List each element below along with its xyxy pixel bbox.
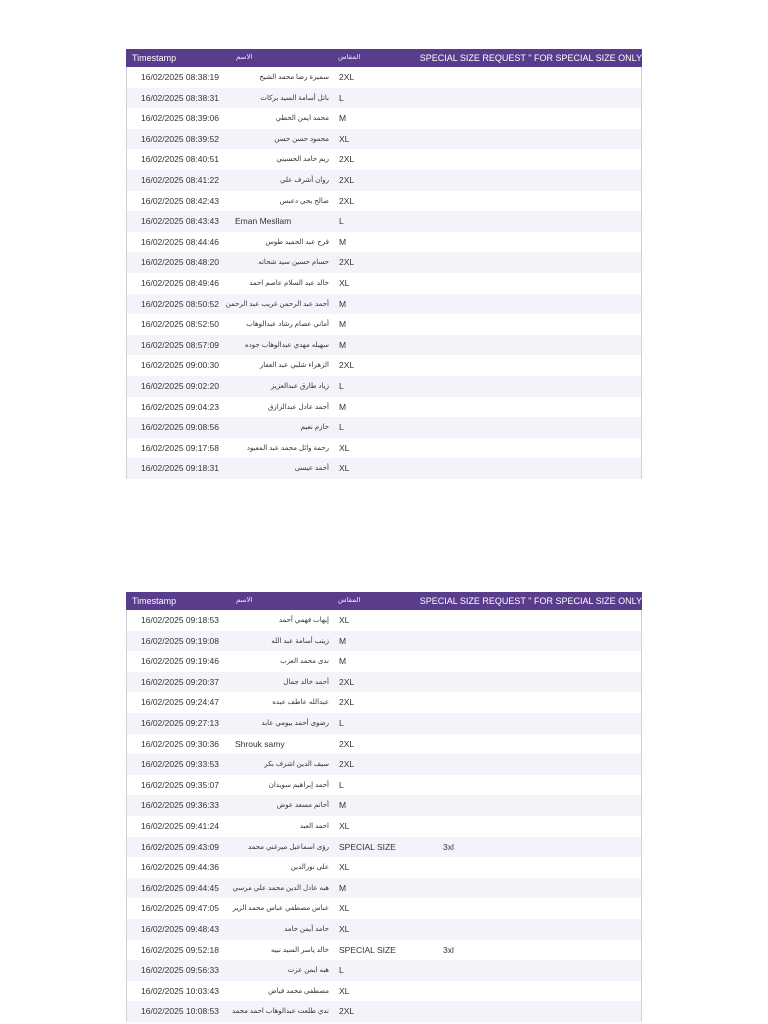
cell-timestamp: 16/02/2025 09:48:43 [141, 923, 219, 934]
cell-name: زينب أسامة عبد الله [271, 637, 329, 645]
cell-name: روان أشرف علي [280, 176, 329, 184]
table-row [127, 960, 641, 981]
cell-timestamp: 16/02/2025 08:39:06 [141, 113, 219, 124]
table-row [127, 211, 641, 232]
table-row [127, 610, 641, 631]
cell-special-size: 3xl [443, 944, 454, 955]
cell-size: M [339, 298, 347, 309]
cell-name: عبدالله عاطف عبده [272, 699, 329, 707]
header-timestamp: Timestamp [132, 596, 177, 606]
table-row [127, 149, 641, 170]
cell-size: M [339, 882, 347, 893]
table-row [127, 878, 641, 899]
cell-name: محمد ايمن الخطي [275, 115, 329, 123]
cell-name: رحمة وائل محمد عبد المعبود [246, 444, 329, 452]
cell-timestamp: 16/02/2025 09:47:05 [141, 903, 219, 914]
table-row [127, 651, 641, 672]
cell-size: 2XL [339, 195, 355, 206]
cell-size: XL [339, 820, 350, 831]
cell-timestamp: 16/02/2025 09:27:13 [141, 717, 219, 728]
cell-name: زياد طارق عبدالعزيز [270, 382, 329, 390]
table-row [127, 232, 641, 253]
table-row [127, 314, 641, 335]
table-row [127, 335, 641, 356]
cell-name: خالد عبد السلام عاصم احمد [249, 279, 329, 287]
cell-timestamp: 16/02/2025 09:20:37 [141, 676, 219, 687]
cell-timestamp: 16/02/2025 09:18:31 [141, 463, 219, 474]
cell-name: ريم حامد الحسيني [276, 156, 329, 164]
cell-timestamp: 16/02/2025 09:44:36 [141, 862, 219, 873]
header-size: المقاس [338, 597, 361, 604]
cell-size: XL [339, 862, 350, 873]
cell-timestamp: 16/02/2025 09:52:18 [141, 944, 219, 955]
cell-size: M [339, 236, 347, 247]
cell-size: 2XL [339, 1006, 355, 1017]
cell-name: إيهاب فهمي أحمد [278, 617, 329, 624]
cell-name: رؤى اسماعيل ميرغني محمد [248, 843, 329, 851]
cell-size: XL [339, 903, 350, 914]
cell-size: XL [339, 985, 350, 996]
cell-name: ندي طلعت عبدالوهاب احمد محمد [231, 1008, 329, 1016]
table-row [127, 981, 641, 1002]
cell-timestamp: 16/02/2025 09:19:46 [141, 656, 219, 667]
cell-timestamp: 16/02/2025 09:33:53 [141, 759, 219, 770]
cell-size: L [339, 422, 344, 433]
header-special-size-request: SPECIAL SIZE REQUEST " FOR SPECIAL SIZE ONLY [419, 53, 642, 63]
cell-timestamp: 16/02/2025 08:39:52 [141, 133, 219, 144]
cell-name: أحمد عبد الرحمن غريب عبد الرحمن [225, 300, 329, 308]
cell-name: صالح يحي دعبس [279, 197, 329, 205]
table-row [127, 273, 641, 294]
table-row [127, 775, 641, 796]
cell-timestamp: 16/02/2025 09:17:58 [141, 442, 219, 453]
cell-timestamp: 16/02/2025 09:35:07 [141, 779, 219, 790]
cell-timestamp: 16/02/2025 08:44:46 [141, 236, 219, 247]
table-row [127, 67, 641, 88]
cell-name: سميرة رضا محمد الشيخ [259, 74, 329, 81]
cell-name: رضوى أحمد بيومي عابد [261, 719, 329, 727]
table-row [127, 108, 641, 129]
header-timestamp: Timestamp [132, 53, 177, 63]
cell-name: مصطفى محمد فياض [268, 987, 329, 995]
header-size: المقاس [338, 54, 361, 61]
cell-name: الزهراء شلبي عبد الغفار [259, 362, 329, 370]
cell-timestamp: 16/02/2025 08:41:22 [141, 174, 219, 185]
cell-name: أحمد عادل عبدالرازق [267, 403, 329, 411]
cell-name: هبه عادل الدين محمد علي مرسي [232, 884, 329, 892]
table-row [127, 713, 641, 734]
table-row [127, 438, 641, 459]
cell-size: M [339, 656, 347, 667]
table-row [127, 919, 641, 940]
cell-size: 2XL [339, 738, 355, 749]
header-name: الاسم [236, 597, 253, 604]
table-row [127, 795, 641, 816]
cell-size: 2XL [339, 154, 355, 165]
sheet-page-1 [126, 49, 642, 479]
cell-name: حازم نعيم [300, 424, 329, 432]
cell-name: هبه ايمن عزت [287, 967, 329, 975]
cell-size: 2XL [339, 697, 355, 708]
cell-size: 2XL [339, 759, 355, 770]
table-row [127, 417, 641, 438]
cell-timestamp: 16/02/2025 10:03:43 [141, 985, 219, 996]
cell-size: L [339, 717, 344, 728]
cell-timestamp: 16/02/2025 08:57:09 [141, 339, 219, 350]
table-header [126, 49, 642, 67]
cell-timestamp: 16/02/2025 09:18:53 [141, 615, 219, 625]
cell-size: XL [339, 615, 350, 625]
cell-timestamp: 16/02/2025 09:24:47 [141, 697, 219, 708]
cell-name: احمد العبد [299, 822, 329, 830]
cell-timestamp: 16/02/2025 09:08:56 [141, 422, 219, 433]
cell-size: 2XL [339, 360, 355, 371]
table-row [127, 734, 641, 755]
cell-timestamp: 16/02/2025 08:50:52 [141, 298, 219, 309]
cell-size: L [339, 965, 344, 976]
header-special-size-request: SPECIAL SIZE REQUEST " FOR SPECIAL SIZE ONLY [419, 596, 642, 606]
cell-name: خالد ياسر السيد نبيه [271, 946, 329, 954]
cell-name: أحمد عيسى [294, 465, 329, 473]
cell-timestamp: 16/02/2025 08:49:46 [141, 277, 219, 288]
table-row [127, 129, 641, 150]
table-row [127, 898, 641, 919]
cell-size: L [339, 216, 344, 227]
table-header [126, 592, 642, 610]
cell-timestamp: 16/02/2025 09:56:33 [141, 965, 219, 976]
table-row [127, 837, 641, 858]
cell-size: XL [339, 463, 350, 474]
cell-timestamp: 16/02/2025 09:30:36 [141, 738, 219, 749]
cell-size: M [339, 339, 347, 350]
cell-timestamp: 16/02/2025 09:36:33 [141, 800, 219, 811]
table-row [127, 816, 641, 837]
table-row [127, 672, 641, 693]
table-body [126, 67, 642, 479]
cell-timestamp: 16/02/2025 09:44:45 [141, 882, 219, 893]
cell-name: ندى محمد العزب [280, 658, 329, 666]
cell-size: M [339, 319, 347, 330]
cell-size: L [339, 779, 344, 790]
cell-size: SPECIAL SIZE [339, 841, 396, 852]
cell-name: أحمد إبراهيم سويدان [268, 781, 329, 789]
cell-timestamp: 16/02/2025 09:04:23 [141, 401, 219, 412]
cell-name: حسام حسين سيد شحاته [258, 259, 329, 267]
table-row [127, 631, 641, 652]
table-row [127, 857, 641, 878]
cell-size: XL [339, 277, 350, 288]
cell-name: باتل أسامة السيد بركات [260, 94, 329, 102]
cell-size: 2XL [339, 72, 355, 82]
cell-size: SPECIAL SIZE [339, 944, 396, 955]
cell-name: أحاتم مسعد عوض [276, 802, 329, 810]
table-row [127, 940, 641, 961]
cell-timestamp: 16/02/2025 09:00:30 [141, 360, 219, 371]
cell-size: XL [339, 133, 350, 144]
table-row [127, 252, 641, 273]
table-row [127, 88, 641, 109]
cell-size: M [339, 800, 347, 811]
cell-name: محمود حسن حسن [274, 135, 329, 143]
table-row [127, 692, 641, 713]
cell-special-size: 3xl [443, 841, 454, 852]
cell-timestamp: 16/02/2025 09:19:08 [141, 635, 219, 646]
cell-size: XL [339, 442, 350, 453]
cell-size: M [339, 401, 347, 412]
table-body [126, 610, 642, 1022]
cell-timestamp: 16/02/2025 08:48:20 [141, 257, 219, 268]
cell-size: 2XL [339, 676, 355, 687]
header-name: الاسم [236, 54, 253, 61]
cell-timestamp: 16/02/2025 08:38:31 [141, 92, 219, 103]
cell-timestamp: 16/02/2025 09:02:20 [141, 380, 219, 391]
cell-name: أماني عصام رشاد عبدالوهاب [246, 321, 329, 329]
cell-timestamp: 16/02/2025 08:43:43 [141, 216, 219, 227]
table-row [127, 1001, 641, 1022]
cell-timestamp: 16/02/2025 08:52:50 [141, 319, 219, 330]
cell-timestamp: 16/02/2025 08:38:19 [141, 72, 219, 82]
cell-name: فرح عبد الحميد طوس [265, 238, 329, 246]
table-row [127, 754, 641, 775]
cell-name: Shrouk samy [235, 738, 285, 749]
cell-timestamp: 16/02/2025 08:40:51 [141, 154, 219, 165]
cell-size: 2XL [339, 174, 355, 185]
cell-timestamp: 16/02/2025 08:42:43 [141, 195, 219, 206]
cell-timestamp: 16/02/2025 09:43:09 [141, 841, 219, 852]
cell-name: سيف الدين اشرف بكر [264, 761, 329, 769]
cell-size: L [339, 92, 344, 103]
cell-name: حامد أيمن حامد [284, 925, 329, 933]
cell-size: M [339, 113, 347, 124]
sheet-page-2 [126, 592, 642, 1022]
table-row [127, 170, 641, 191]
cell-timestamp: 16/02/2025 10:08:53 [141, 1006, 219, 1017]
cell-size: XL [339, 923, 350, 934]
cell-size: L [339, 380, 344, 391]
cell-name: أحمد خالد جمال [283, 678, 329, 686]
cell-name: Eman Mesllam [235, 216, 292, 227]
cell-name: على نورالدين [290, 864, 329, 872]
table-row [127, 376, 641, 397]
table-row [127, 294, 641, 315]
table-row [127, 191, 641, 212]
cell-name: سهيله مهدي عبدالوهاب جوده [244, 341, 329, 349]
table-row [127, 397, 641, 418]
cell-size: 2XL [339, 257, 355, 268]
cell-timestamp: 16/02/2025 09:41:24 [141, 820, 219, 831]
table-row [127, 355, 641, 376]
cell-size: M [339, 635, 347, 646]
table-row [127, 458, 641, 479]
cell-name: عباس مصطفي عباس محمد الزير [232, 905, 329, 913]
